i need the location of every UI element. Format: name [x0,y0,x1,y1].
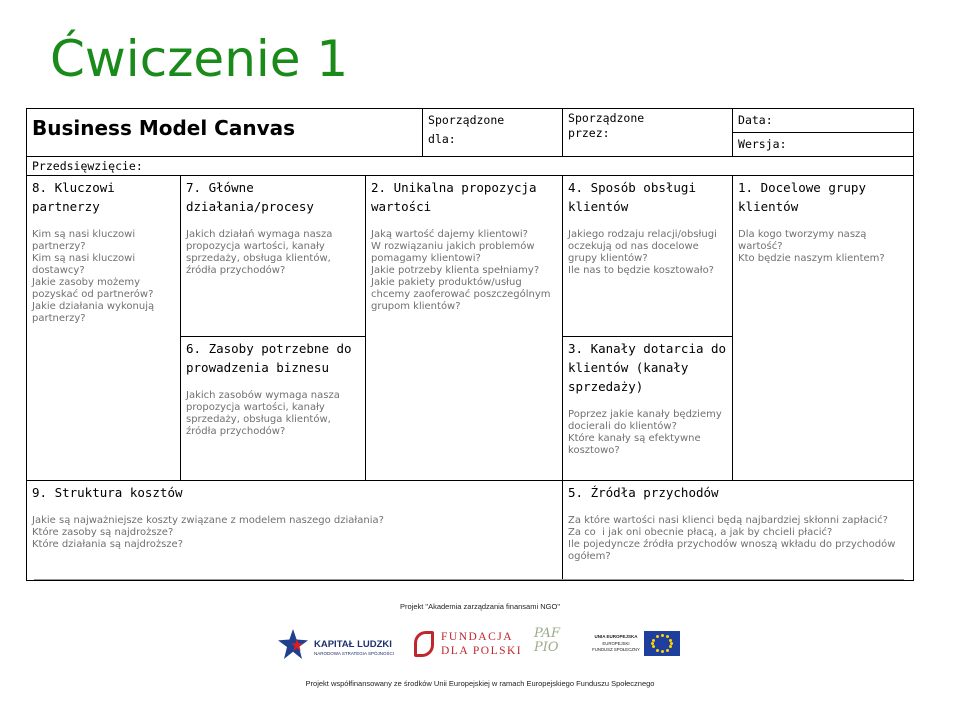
cost-structure-block[interactable] [27,481,563,581]
hint-text: Które zasoby są najdroższe? [32,527,174,538]
hint-text: Za co i jak oni obecnie płacą, a jak by chcieli płacić? [568,527,833,538]
canvas-title-cell [27,109,423,157]
date-field[interactable] [733,109,914,133]
prepared-by-label: Sporządzone przez: [568,111,645,140]
canvas-title: Business Model Canvas [32,116,296,140]
hint-text: Kim są nasi kluczowi partnerzy? [32,229,136,252]
version-field[interactable] [733,133,914,157]
hint-text: Ile nas to będzie kosztowało? [568,265,714,276]
hint-text: Jakiego rodzaju relacji/obsługi oczekują od nas docelowe grupy klientów? [568,229,717,264]
hint-text: Dla kogo tworzymy naszą wartość? [738,229,867,252]
customer-segments-heading: 1. Docelowe grupy klientów [738,180,866,214]
customer-relationships-block[interactable] [563,176,733,337]
prepared-by-field[interactable] [563,109,733,157]
hint-text: Jakich zasobów wymaga nasza propozycja wartości, kanały sprzedaży, obsługa klientów, źródła przychodów? [186,390,340,437]
paf-pio-line-2: PIO [534,640,559,655]
value-proposition-heading: 2. Unikalna propozycja wartości [371,180,537,214]
fundacja-mark-icon [414,631,434,657]
fundacja-line-1: FUNDACJA [441,631,514,643]
venture-label: Przedsięwzięcie: [32,159,143,173]
key-activities-hints [186,229,360,277]
revenue-streams-hints [568,515,908,563]
revenue-streams-heading: 5. Źródła przychodów [568,485,719,500]
eu-flag-icon [644,631,680,656]
fundacja-dla-polski-logo [414,627,523,667]
venture-field[interactable] [27,157,914,176]
customer-relationships-hints [568,229,727,277]
value-proposition-block[interactable] [366,176,563,481]
cost-structure-heading: 9. Struktura kosztów [32,485,183,500]
customer-segments-hints [738,229,908,265]
kapital-ludzki-subtitle: NARODOWA STRATEGIA SPÓJNOŚCI [314,651,395,656]
channels-hints [568,409,727,457]
hint-text: Jaką wartość dajemy klientowi? [371,229,528,240]
prepared-for-field[interactable] [423,109,563,157]
project-name: Projekt "Akademia zarządzania finansami NGO" [400,602,560,611]
hint-text: Kim są nasi kluczowi dostawcy? [32,253,136,276]
version-label: Wersja: [738,137,787,151]
key-resources-hints [186,390,360,438]
hint-text: Jakie są najważniejsze koszty związane z modelem naszego działania? [32,515,384,526]
date-label: Data: [738,113,773,127]
eu-line-2: EUROPEJSKI [602,641,630,646]
hint-text: Ile pojedyncze źródła przychodów wnoszą wkładu do przychodów ogółem? [568,539,896,562]
fundacja-line-2: DLA POLSKI [441,645,523,657]
paf-pio-line-1: PAF [534,626,560,641]
eu-line-3: FUNDUSZ SPOŁECZNY [592,647,640,652]
key-activities-block[interactable] [181,176,366,337]
customer-segments-block[interactable] [733,176,914,481]
hint-text: Jakie zasoby możemy pozyskać od partnerów? [32,277,154,300]
kapital-ludzki-name: KAPITAŁ LUDZKI [314,639,392,650]
revenue-streams-block[interactable] [563,481,914,581]
hint-text: Kto będzie naszym klientem? [738,253,885,264]
key-partners-heading: 8. Kluczowi partnerzy [32,180,115,214]
hint-text: Za które wartości nasi klienci będą najbardziej skłonni zapłacić? [568,515,888,526]
hint-text: Jakie działania wykonują partnerzy? [32,301,155,324]
slide-title: Ćwiczenie 1 [50,30,349,88]
key-activities-heading: 7. Główne działania/procesy [186,180,314,214]
hint-text: Które działania są najdroższe? [32,539,184,550]
paf-pio-logo [534,627,570,667]
hint-text: Jakie pakiety produktów/usług chcemy zaoferować poszczególnym grupom klientów? [371,277,551,312]
hint-text: Poprzez jakie kanały będziemy docierali do klientów? [568,409,722,432]
eu-line-1: UNIA EUROPEJSKA [594,634,638,639]
hint-text: Jakich działań wymaga nasza propozycja wartości, kanały sprzedaży, obsługa klientów, źródła przychodów? [186,229,333,276]
cost-structure-hints [32,515,557,551]
channels-block[interactable] [563,337,733,481]
customer-relationships-heading: 4. Sposób obsługi klientów [568,180,696,214]
business-model-canvas [26,108,914,581]
cofinancing-note: Projekt współfinansowany ze środków Unii Europejskiej w ramach Europejskiego Funduszu Społecznego [305,679,655,688]
hint-text: Które kanały są efektywne kosztowo? [568,433,701,456]
prepared-for-label: Sporządzone dla: [428,113,505,146]
hint-text: Jakie potrzeby klienta spełniamy? [371,265,540,276]
key-partners-block[interactable] [27,176,181,481]
kapital-ludzki-logo [278,627,400,667]
key-resources-block[interactable] [181,337,366,481]
channels-heading: 3. Kanały dotarcia do klientów (kanały sprzedaży) [568,341,727,394]
key-resources-heading: 6. Zasoby potrzebne do prowadzenia biznesu [186,341,352,375]
key-partners-hints [32,229,175,325]
footer-divider [34,579,904,580]
hint-text: W rozwiązaniu jakich problemów pomagamy klientowi? [371,241,535,264]
eu-social-fund-logo [591,627,687,667]
value-proposition-hints [371,229,557,313]
